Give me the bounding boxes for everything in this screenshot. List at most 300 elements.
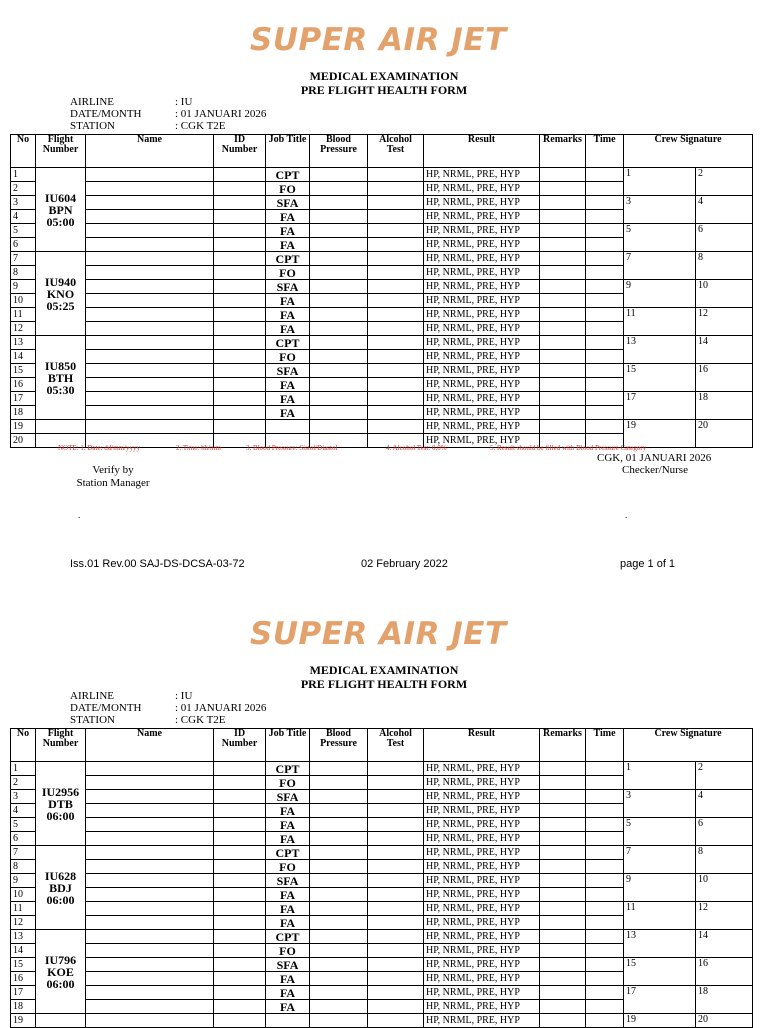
alcohol-test-field[interactable] <box>368 210 424 224</box>
remarks-field[interactable] <box>540 958 586 972</box>
time-field[interactable] <box>586 252 624 266</box>
name-field[interactable] <box>86 776 214 790</box>
crew-signature-cell[interactable]: 8 <box>696 252 753 280</box>
result-cell[interactable]: HP, NRML, PRE, HYP <box>424 336 540 350</box>
blood-pressure-field[interactable] <box>310 874 368 888</box>
alcohol-test-field[interactable] <box>368 168 424 182</box>
result-cell[interactable]: HP, NRML, PRE, HYP <box>424 818 540 832</box>
id-number-field[interactable] <box>214 224 266 238</box>
alcohol-test-field[interactable] <box>368 818 424 832</box>
result-cell[interactable]: HP, NRML, PRE, HYP <box>424 1014 540 1028</box>
name-field[interactable] <box>86 266 214 280</box>
result-cell[interactable]: HP, NRML, PRE, HYP <box>424 182 540 196</box>
name-field[interactable] <box>86 336 214 350</box>
id-number-field[interactable] <box>214 322 266 336</box>
crew-signature-cell[interactable]: 1 <box>624 762 696 790</box>
blood-pressure-field[interactable] <box>310 322 368 336</box>
name-field[interactable] <box>86 294 214 308</box>
name-field[interactable] <box>86 958 214 972</box>
remarks-field[interactable] <box>540 266 586 280</box>
remarks-field[interactable] <box>540 1000 586 1014</box>
result-cell[interactable]: HP, NRML, PRE, HYP <box>424 958 540 972</box>
name-field[interactable] <box>86 280 214 294</box>
result-cell[interactable]: HP, NRML, PRE, HYP <box>424 916 540 930</box>
id-number-field[interactable] <box>214 280 266 294</box>
blood-pressure-field[interactable] <box>310 888 368 902</box>
crew-signature-cell[interactable]: 13 <box>624 336 696 364</box>
blood-pressure-field[interactable] <box>310 818 368 832</box>
crew-signature-cell[interactable]: 11 <box>624 308 696 336</box>
id-number-field[interactable] <box>214 958 266 972</box>
name-field[interactable] <box>86 902 214 916</box>
id-number-field[interactable] <box>214 196 266 210</box>
name-field[interactable] <box>86 986 214 1000</box>
remarks-field[interactable] <box>540 804 586 818</box>
result-cell[interactable]: HP, NRML, PRE, HYP <box>424 196 540 210</box>
crew-signature-cell[interactable]: 14 <box>696 336 753 364</box>
alcohol-test-field[interactable] <box>368 874 424 888</box>
blood-pressure-field[interactable] <box>310 196 368 210</box>
id-number-field[interactable] <box>214 902 266 916</box>
crew-signature-cell[interactable]: 18 <box>696 392 753 420</box>
alcohol-test-field[interactable] <box>368 972 424 986</box>
result-cell[interactable]: HP, NRML, PRE, HYP <box>424 930 540 944</box>
remarks-field[interactable] <box>540 846 586 860</box>
crew-signature-cell[interactable]: 12 <box>696 902 753 930</box>
result-cell[interactable]: HP, NRML, PRE, HYP <box>424 986 540 1000</box>
time-field[interactable] <box>586 224 624 238</box>
name-field[interactable] <box>86 322 214 336</box>
remarks-field[interactable] <box>540 818 586 832</box>
result-cell[interactable]: HP, NRML, PRE, HYP <box>424 406 540 420</box>
blood-pressure-field[interactable] <box>310 1000 368 1014</box>
time-field[interactable] <box>586 888 624 902</box>
crew-signature-cell[interactable]: 5 <box>624 224 696 252</box>
name-field[interactable] <box>86 392 214 406</box>
id-number-field[interactable] <box>214 364 266 378</box>
remarks-field[interactable] <box>540 308 586 322</box>
name-field[interactable] <box>86 832 214 846</box>
job-title-cell[interactable] <box>266 1014 310 1028</box>
time-field[interactable] <box>586 930 624 944</box>
crew-signature-cell[interactable]: 4 <box>696 196 753 224</box>
result-cell[interactable]: HP, NRML, PRE, HYP <box>424 888 540 902</box>
name-field[interactable] <box>86 224 214 238</box>
blood-pressure-field[interactable] <box>310 804 368 818</box>
result-cell[interactable]: HP, NRML, PRE, HYP <box>424 832 540 846</box>
remarks-field[interactable] <box>540 986 586 1000</box>
name-field[interactable] <box>86 1000 214 1014</box>
remarks-field[interactable] <box>540 874 586 888</box>
blood-pressure-field[interactable] <box>310 294 368 308</box>
alcohol-test-field[interactable] <box>368 776 424 790</box>
time-field[interactable] <box>586 958 624 972</box>
remarks-field[interactable] <box>540 378 586 392</box>
name-field[interactable] <box>86 846 214 860</box>
blood-pressure-field[interactable] <box>310 238 368 252</box>
result-cell[interactable]: HP, NRML, PRE, HYP <box>424 252 540 266</box>
time-field[interactable] <box>586 860 624 874</box>
result-cell[interactable]: HP, NRML, PRE, HYP <box>424 364 540 378</box>
id-number-field[interactable] <box>214 846 266 860</box>
crew-signature-cell[interactable]: 15 <box>624 364 696 392</box>
remarks-field[interactable] <box>540 182 586 196</box>
time-field[interactable] <box>586 916 624 930</box>
name-field[interactable] <box>86 762 214 776</box>
remarks-field[interactable] <box>540 392 586 406</box>
blood-pressure-field[interactable] <box>310 168 368 182</box>
id-number-field[interactable] <box>214 392 266 406</box>
alcohol-test-field[interactable] <box>368 224 424 238</box>
remarks-field[interactable] <box>540 972 586 986</box>
alcohol-test-field[interactable] <box>368 196 424 210</box>
remarks-field[interactable] <box>540 294 586 308</box>
id-number-field[interactable] <box>214 350 266 364</box>
alcohol-test-field[interactable] <box>368 832 424 846</box>
remarks-field[interactable] <box>540 944 586 958</box>
blood-pressure-field[interactable] <box>310 210 368 224</box>
time-field[interactable] <box>586 364 624 378</box>
result-cell[interactable]: HP, NRML, PRE, HYP <box>424 972 540 986</box>
name-field[interactable] <box>86 804 214 818</box>
alcohol-test-field[interactable] <box>368 238 424 252</box>
name-field[interactable] <box>86 860 214 874</box>
id-number-field[interactable] <box>214 818 266 832</box>
alcohol-test-field[interactable] <box>368 1000 424 1014</box>
id-number-field[interactable] <box>214 168 266 182</box>
alcohol-test-field[interactable] <box>368 902 424 916</box>
result-cell[interactable]: HP, NRML, PRE, HYP <box>424 874 540 888</box>
blood-pressure-field[interactable] <box>310 958 368 972</box>
name-field[interactable] <box>86 916 214 930</box>
id-number-field[interactable] <box>214 790 266 804</box>
result-cell[interactable]: HP, NRML, PRE, HYP <box>424 776 540 790</box>
name-field[interactable] <box>86 888 214 902</box>
name-field[interactable] <box>86 930 214 944</box>
blood-pressure-field[interactable] <box>310 420 368 434</box>
id-number-field[interactable] <box>214 804 266 818</box>
name-field[interactable] <box>86 364 214 378</box>
remarks-field[interactable] <box>540 916 586 930</box>
alcohol-test-field[interactable] <box>368 378 424 392</box>
remarks-field[interactable] <box>540 252 586 266</box>
time-field[interactable] <box>586 832 624 846</box>
name-field[interactable] <box>86 182 214 196</box>
blood-pressure-field[interactable] <box>310 930 368 944</box>
result-cell[interactable]: HP, NRML, PRE, HYP <box>424 280 540 294</box>
remarks-field[interactable] <box>540 832 586 846</box>
name-field[interactable] <box>86 406 214 420</box>
name-field[interactable] <box>86 252 214 266</box>
id-number-field[interactable] <box>214 972 266 986</box>
crew-signature-cell[interactable]: 11 <box>624 902 696 930</box>
time-field[interactable] <box>586 182 624 196</box>
crew-signature-cell[interactable]: 14 <box>696 930 753 958</box>
time-field[interactable] <box>586 336 624 350</box>
time-field[interactable] <box>586 294 624 308</box>
crew-signature-cell[interactable]: 20 <box>696 420 753 448</box>
result-cell[interactable]: HP, NRML, PRE, HYP <box>424 944 540 958</box>
alcohol-test-field[interactable] <box>368 1014 424 1028</box>
remarks-field[interactable] <box>540 902 586 916</box>
alcohol-test-field[interactable] <box>368 182 424 196</box>
id-number-field[interactable] <box>214 930 266 944</box>
alcohol-test-field[interactable] <box>368 392 424 406</box>
time-field[interactable] <box>586 420 624 434</box>
name-field[interactable] <box>86 196 214 210</box>
alcohol-test-field[interactable] <box>368 804 424 818</box>
blood-pressure-field[interactable] <box>310 944 368 958</box>
name-field[interactable] <box>86 874 214 888</box>
blood-pressure-field[interactable] <box>310 182 368 196</box>
blood-pressure-field[interactable] <box>310 860 368 874</box>
alcohol-test-field[interactable] <box>368 406 424 420</box>
id-number-field[interactable] <box>214 294 266 308</box>
id-number-field[interactable] <box>214 238 266 252</box>
crew-signature-cell[interactable]: 2 <box>696 762 753 790</box>
time-field[interactable] <box>586 350 624 364</box>
crew-signature-cell[interactable]: 17 <box>624 986 696 1014</box>
id-number-field[interactable] <box>214 762 266 776</box>
blood-pressure-field[interactable] <box>310 762 368 776</box>
alcohol-test-field[interactable] <box>368 790 424 804</box>
blood-pressure-field[interactable] <box>310 790 368 804</box>
name-field[interactable] <box>86 308 214 322</box>
alcohol-test-field[interactable] <box>368 944 424 958</box>
blood-pressure-field[interactable] <box>310 266 368 280</box>
crew-signature-cell[interactable]: 9 <box>624 874 696 902</box>
crew-signature-cell[interactable]: 8 <box>696 846 753 874</box>
time-field[interactable] <box>586 196 624 210</box>
time-field[interactable] <box>586 378 624 392</box>
blood-pressure-field[interactable] <box>310 406 368 420</box>
id-number-field[interactable] <box>214 336 266 350</box>
remarks-field[interactable] <box>540 196 586 210</box>
crew-signature-cell[interactable]: 7 <box>624 846 696 874</box>
alcohol-test-field[interactable] <box>368 916 424 930</box>
blood-pressure-field[interactable] <box>310 252 368 266</box>
id-number-field[interactable] <box>214 182 266 196</box>
result-cell[interactable]: HP, NRML, PRE, HYP <box>424 238 540 252</box>
result-cell[interactable]: HP, NRML, PRE, HYP <box>424 322 540 336</box>
crew-signature-cell[interactable]: 15 <box>624 958 696 986</box>
alcohol-test-field[interactable] <box>368 420 424 434</box>
time-field[interactable] <box>586 1014 624 1028</box>
result-cell[interactable]: HP, NRML, PRE, HYP <box>424 846 540 860</box>
remarks-field[interactable] <box>540 336 586 350</box>
result-cell[interactable]: HP, NRML, PRE, HYP <box>424 860 540 874</box>
blood-pressure-field[interactable] <box>310 776 368 790</box>
alcohol-test-field[interactable] <box>368 308 424 322</box>
id-number-field[interactable] <box>214 832 266 846</box>
alcohol-test-field[interactable] <box>368 280 424 294</box>
remarks-field[interactable] <box>540 762 586 776</box>
result-cell[interactable]: HP, NRML, PRE, HYP <box>424 168 540 182</box>
alcohol-test-field[interactable] <box>368 350 424 364</box>
time-field[interactable] <box>586 280 624 294</box>
result-cell[interactable]: HP, NRML, PRE, HYP <box>424 420 540 434</box>
result-cell[interactable]: HP, NRML, PRE, HYP <box>424 804 540 818</box>
crew-signature-cell[interactable]: 6 <box>696 224 753 252</box>
id-number-field[interactable] <box>214 986 266 1000</box>
name-field[interactable] <box>86 818 214 832</box>
remarks-field[interactable] <box>540 888 586 902</box>
time-field[interactable] <box>586 1000 624 1014</box>
remarks-field[interactable] <box>540 406 586 420</box>
time-field[interactable] <box>586 818 624 832</box>
remarks-field[interactable] <box>540 930 586 944</box>
time-field[interactable] <box>586 308 624 322</box>
blood-pressure-field[interactable] <box>310 280 368 294</box>
id-number-field[interactable] <box>214 1014 266 1028</box>
crew-signature-cell[interactable]: 2 <box>696 168 753 196</box>
id-number-field[interactable] <box>214 916 266 930</box>
time-field[interactable] <box>586 168 624 182</box>
id-number-field[interactable] <box>214 210 266 224</box>
result-cell[interactable]: HP, NRML, PRE, HYP <box>424 308 540 322</box>
remarks-field[interactable] <box>540 1014 586 1028</box>
remarks-field[interactable] <box>540 860 586 874</box>
alcohol-test-field[interactable] <box>368 846 424 860</box>
remarks-field[interactable] <box>540 280 586 294</box>
alcohol-test-field[interactable] <box>368 266 424 280</box>
crew-signature-cell[interactable]: 10 <box>696 280 753 308</box>
alcohol-test-field[interactable] <box>368 930 424 944</box>
blood-pressure-field[interactable] <box>310 846 368 860</box>
flight-number-cell[interactable] <box>36 1014 86 1028</box>
remarks-field[interactable] <box>540 238 586 252</box>
time-field[interactable] <box>586 762 624 776</box>
name-field[interactable] <box>86 420 214 434</box>
name-field[interactable] <box>86 790 214 804</box>
result-cell[interactable]: HP, NRML, PRE, HYP <box>424 350 540 364</box>
remarks-field[interactable] <box>540 364 586 378</box>
time-field[interactable] <box>586 238 624 252</box>
crew-signature-cell[interactable]: 1 <box>624 168 696 196</box>
name-field[interactable] <box>86 238 214 252</box>
alcohol-test-field[interactable] <box>368 958 424 972</box>
name-field[interactable] <box>86 944 214 958</box>
crew-signature-cell[interactable]: 9 <box>624 280 696 308</box>
crew-signature-cell[interactable]: 10 <box>696 874 753 902</box>
alcohol-test-field[interactable] <box>368 364 424 378</box>
alcohol-test-field[interactable] <box>368 888 424 902</box>
remarks-field[interactable] <box>540 210 586 224</box>
crew-signature-cell[interactable]: 19 <box>624 420 696 448</box>
remarks-field[interactable] <box>540 420 586 434</box>
crew-signature-cell[interactable]: 6 <box>696 818 753 846</box>
id-number-field[interactable] <box>214 944 266 958</box>
result-cell[interactable]: HP, NRML, PRE, HYP <box>424 266 540 280</box>
time-field[interactable] <box>586 210 624 224</box>
result-cell[interactable]: HP, NRML, PRE, HYP <box>424 1000 540 1014</box>
id-number-field[interactable] <box>214 776 266 790</box>
blood-pressure-field[interactable] <box>310 392 368 406</box>
name-field[interactable] <box>86 1014 214 1028</box>
alcohol-test-field[interactable] <box>368 294 424 308</box>
id-number-field[interactable] <box>214 874 266 888</box>
blood-pressure-field[interactable] <box>310 972 368 986</box>
result-cell[interactable]: HP, NRML, PRE, HYP <box>424 224 540 238</box>
alcohol-test-field[interactable] <box>368 252 424 266</box>
name-field[interactable] <box>86 168 214 182</box>
crew-signature-cell[interactable]: 20 <box>696 1014 753 1028</box>
result-cell[interactable]: HP, NRML, PRE, HYP <box>424 762 540 776</box>
crew-signature-cell[interactable]: 12 <box>696 308 753 336</box>
time-field[interactable] <box>586 874 624 888</box>
result-cell[interactable]: HP, NRML, PRE, HYP <box>424 294 540 308</box>
remarks-field[interactable] <box>540 224 586 238</box>
id-number-field[interactable] <box>214 266 266 280</box>
time-field[interactable] <box>586 972 624 986</box>
crew-signature-cell[interactable]: 13 <box>624 930 696 958</box>
time-field[interactable] <box>586 804 624 818</box>
alcohol-test-field[interactable] <box>368 986 424 1000</box>
name-field[interactable] <box>86 972 214 986</box>
result-cell[interactable]: HP, NRML, PRE, HYP <box>424 902 540 916</box>
time-field[interactable] <box>586 776 624 790</box>
blood-pressure-field[interactable] <box>310 902 368 916</box>
name-field[interactable] <box>86 378 214 392</box>
crew-signature-cell[interactable]: 18 <box>696 986 753 1014</box>
crew-signature-cell[interactable]: 16 <box>696 364 753 392</box>
id-number-field[interactable] <box>214 1000 266 1014</box>
name-field[interactable] <box>86 350 214 364</box>
alcohol-test-field[interactable] <box>368 322 424 336</box>
time-field[interactable] <box>586 790 624 804</box>
time-field[interactable] <box>586 406 624 420</box>
crew-signature-cell[interactable]: 5 <box>624 818 696 846</box>
blood-pressure-field[interactable] <box>310 350 368 364</box>
id-number-field[interactable] <box>214 252 266 266</box>
alcohol-test-field[interactable] <box>368 860 424 874</box>
result-cell[interactable]: HP, NRML, PRE, HYP <box>424 210 540 224</box>
time-field[interactable] <box>586 986 624 1000</box>
blood-pressure-field[interactable] <box>310 916 368 930</box>
time-field[interactable] <box>586 902 624 916</box>
blood-pressure-field[interactable] <box>310 378 368 392</box>
alcohol-test-field[interactable] <box>368 336 424 350</box>
blood-pressure-field[interactable] <box>310 832 368 846</box>
name-field[interactable] <box>86 210 214 224</box>
time-field[interactable] <box>586 944 624 958</box>
result-cell[interactable]: HP, NRML, PRE, HYP <box>424 434 540 448</box>
remarks-field[interactable] <box>540 350 586 364</box>
time-field[interactable] <box>586 846 624 860</box>
result-cell[interactable]: HP, NRML, PRE, HYP <box>424 392 540 406</box>
blood-pressure-field[interactable] <box>310 308 368 322</box>
remarks-field[interactable] <box>540 168 586 182</box>
remarks-field[interactable] <box>540 776 586 790</box>
blood-pressure-field[interactable] <box>310 336 368 350</box>
crew-signature-cell[interactable]: 7 <box>624 252 696 280</box>
crew-signature-cell[interactable]: 19 <box>624 1014 696 1028</box>
result-cell[interactable]: HP, NRML, PRE, HYP <box>424 790 540 804</box>
time-field[interactable] <box>586 392 624 406</box>
crew-signature-cell[interactable]: 3 <box>624 790 696 818</box>
job-title-cell[interactable] <box>266 420 310 434</box>
blood-pressure-field[interactable] <box>310 224 368 238</box>
id-number-field[interactable] <box>214 406 266 420</box>
flight-number-cell[interactable] <box>36 420 86 434</box>
time-field[interactable] <box>586 322 624 336</box>
blood-pressure-field[interactable] <box>310 986 368 1000</box>
remarks-field[interactable] <box>540 322 586 336</box>
id-number-field[interactable] <box>214 888 266 902</box>
crew-signature-cell[interactable]: 17 <box>624 392 696 420</box>
blood-pressure-field[interactable] <box>310 1014 368 1028</box>
id-number-field[interactable] <box>214 308 266 322</box>
